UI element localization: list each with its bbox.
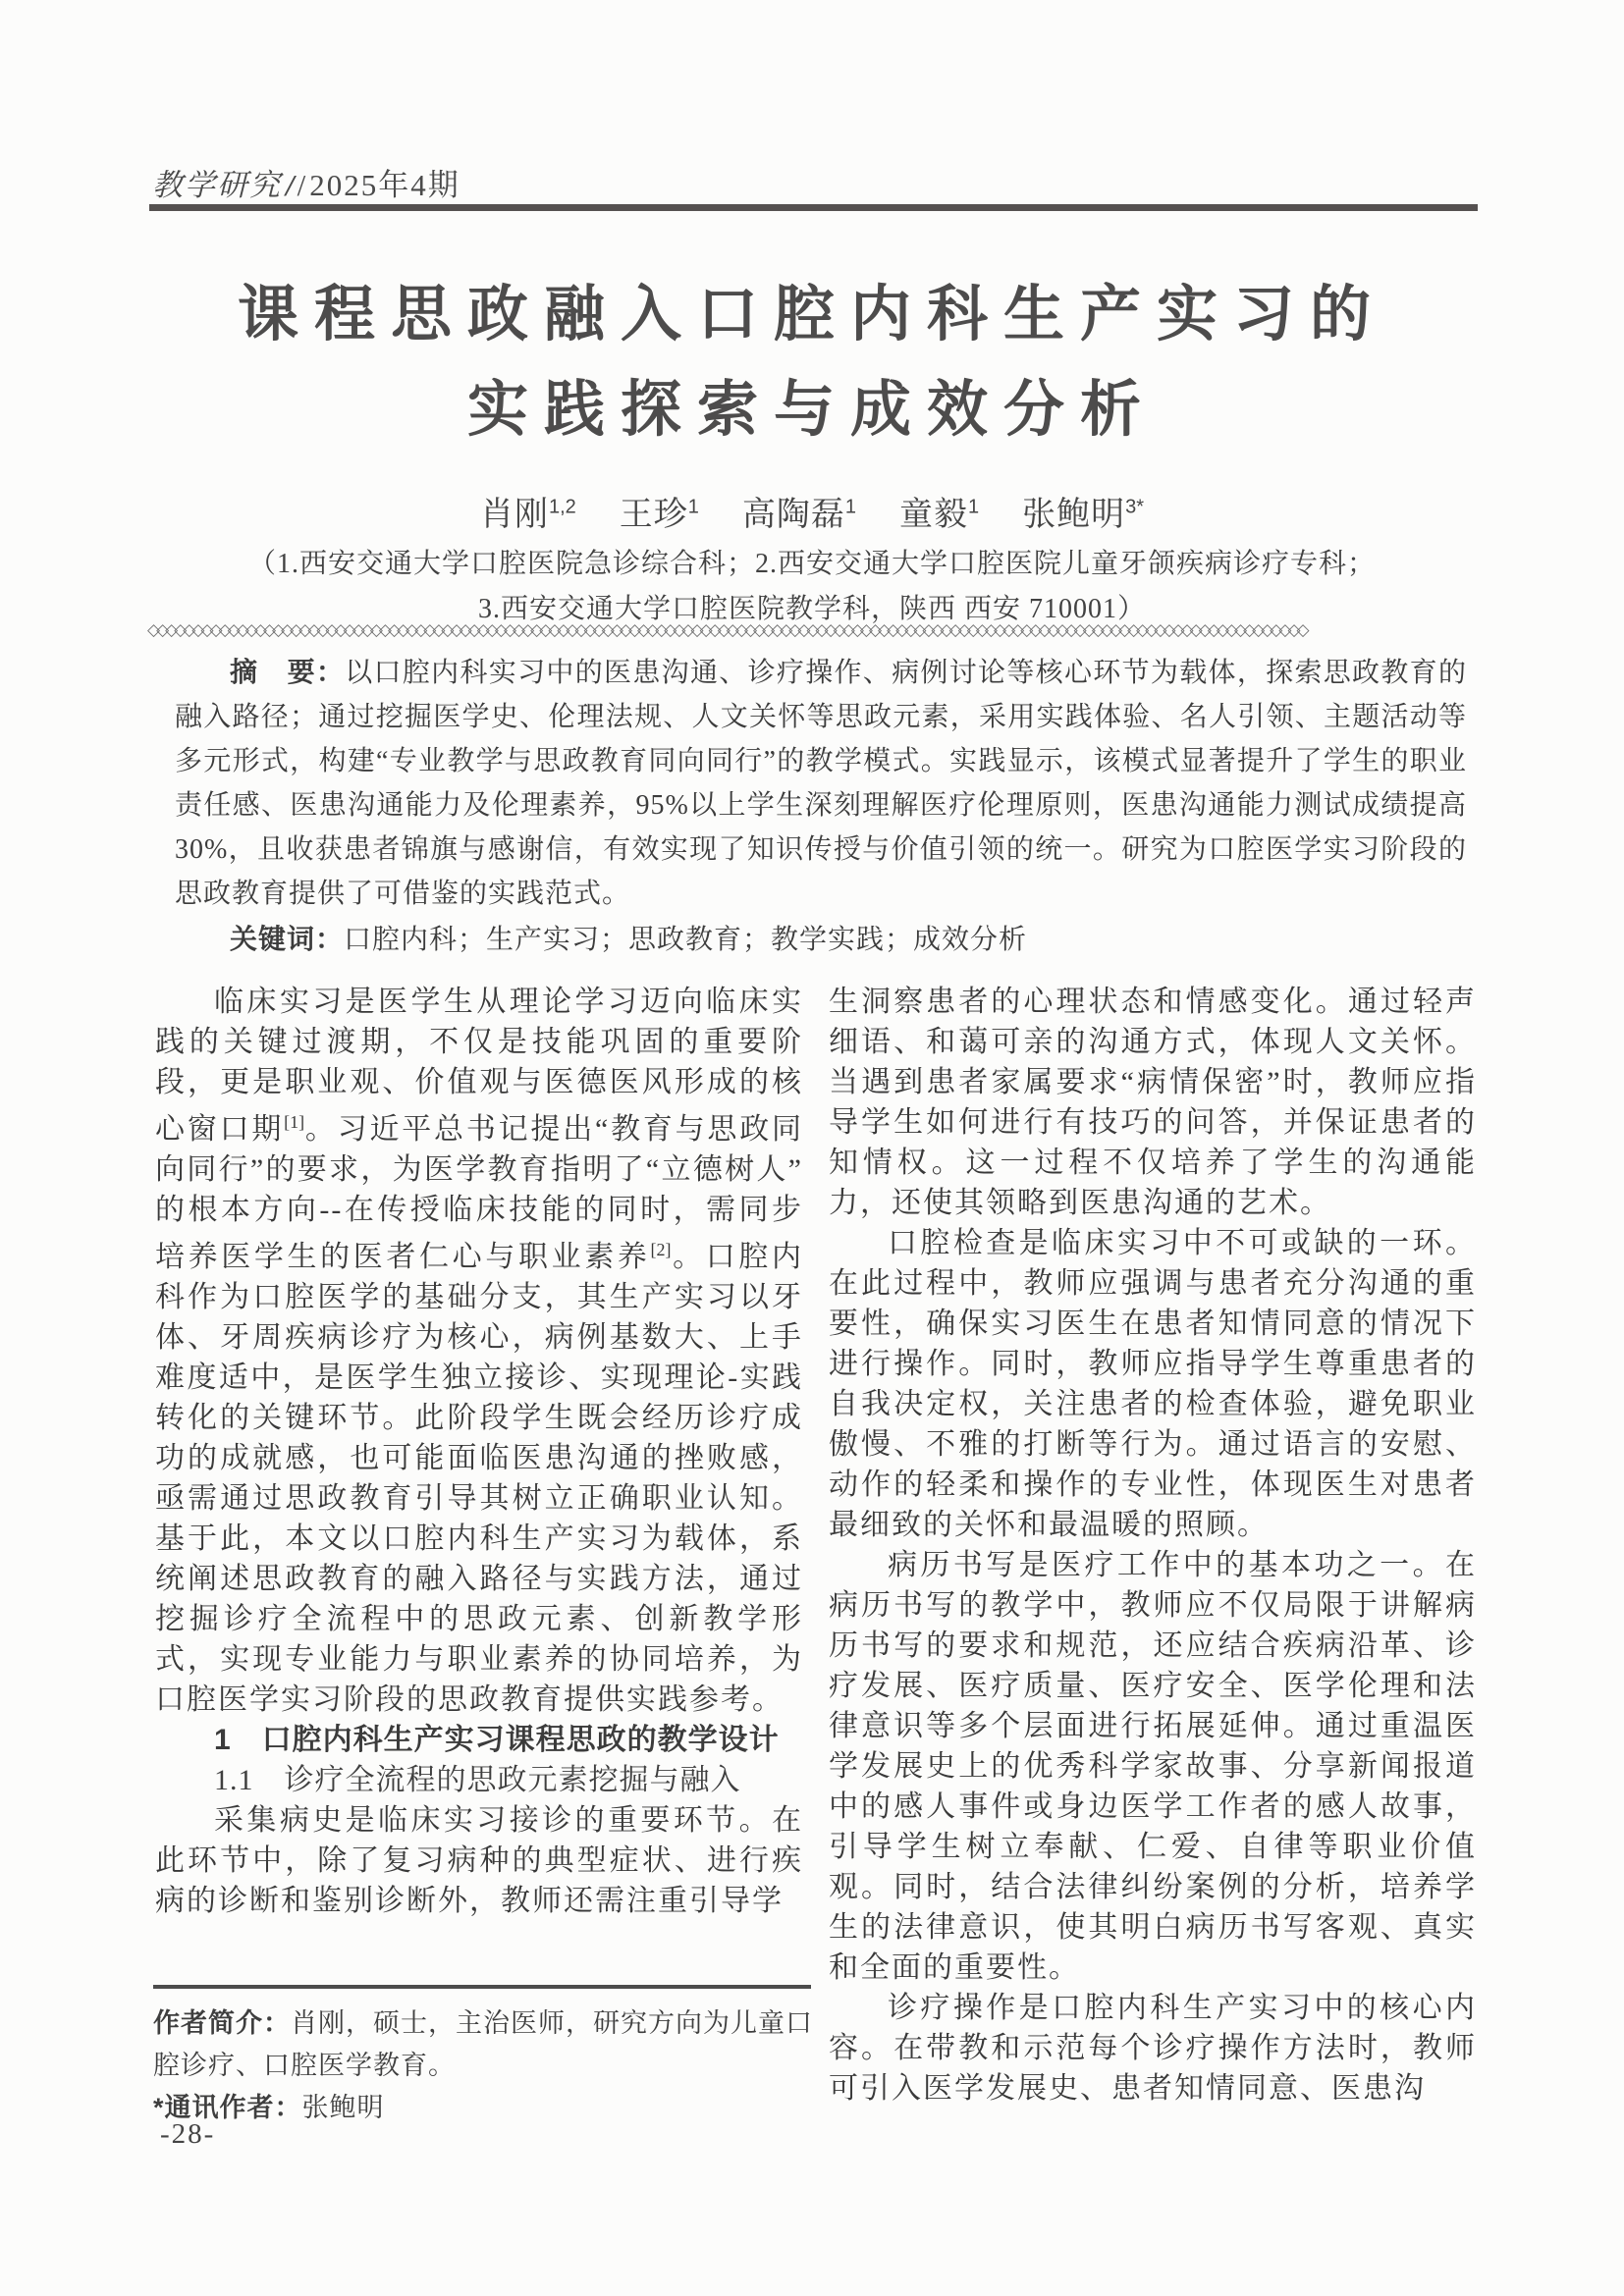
affiliation-line2: 3.西安交通大学口腔医院教学科，陕西 西安 710001）: [477, 594, 1146, 624]
citation-marker: [2]: [650, 1240, 672, 1259]
author-affiliation-mark: 1: [968, 496, 980, 518]
running-head: [152, 160, 460, 204]
abstract-label: 摘 要：: [230, 657, 346, 687]
abstract-block: [175, 650, 1467, 962]
corresponding-author-label: *通讯作者：: [153, 2093, 302, 2122]
body-paragraph: 口腔检查是临床实习中不可或缺的一环。在此过程中，教师应强调与患者充分沟通的重要性，确保实习医生在患者知情同意的情况下进行操作。同时，教师应指导学生尊重患者的自我决定权，关注患者的检查体验，避免职业傲慢、不雅的打断等行为。通过语言的安慰、动作的轻柔和操作的专业性，体现医生对患者最细致的关怀和最温暖的照顾。: [829, 1227, 1477, 1541]
section-heading-1-1: 1.1 诊疗全流程的思政元素挖掘与融入: [214, 1764, 741, 1796]
journal-name: 教学研究: [152, 168, 282, 202]
author-bio-label: 作者简介：: [153, 2008, 291, 2038]
author-list: [0, 487, 1624, 535]
body-paragraph: 诊疗操作是口腔内科生产实习中的核心内容。在带教和示范每个诊疗操作方法时，教师可引入医学发展史、患者知情同意、医患沟: [829, 1992, 1477, 2105]
author-name: 王珍$^1$: [619, 496, 699, 533]
body-paragraph: 临床实习是医学生从理论学习迈向临床实践的关键过渡期，不仅是技能巩固的重要阶段，更是职业观、价值观与医德医风形成的核心窗口期[1]。习近平总书记提出“教育与思政同向同行”的要求，为医学教育指明了“立德树人”的根本方向--在传授临床技能的同时，需同步培养医学生的医者仁心与职业素养[2]。口腔内科作为口腔医学的基础分支，其生产实习以牙体、牙周疾病诊疗为核心，病例基数大、上手难度适中，是医学生独立接诊、实现理论-实践转化的关键环节。此阶段学生既会经历诊疗成功的成就感，也可能面临医患沟通的挫败感，亟需通过思政教育引导其树立正确职业认知。基于此，本文以口腔内科生产实习为载体，系统阐述思政教育的融入路径与实践方法，通过挖掘诊疗全流程中的思政元素、创新教学形式，实现专业能力与职业素养的协同培养，为口腔医学实习阶段的思政教育提供实践参考。: [155, 986, 804, 1716]
author-name: 高陶磊$^1$: [741, 496, 857, 533]
issue-label: 2025年4期: [309, 168, 460, 202]
right-column: [829, 982, 1477, 2109]
footnote-rule: [153, 1985, 811, 1989]
chain-separator-decoration: ◇◇◇◇◇◇◇◇◇◇◇◇◇◇◇◇◇◇◇◇◇◇◇◇◇◇◇◇◇◇◇◇◇◇◇◇◇◇◇◇◇◇◇◇◇◇◇◇◇◇◇◇◇◇◇◇◇◇◇◇◇◇◇◇◇◇◇◇◇◇◇◇◇◇◇◇◇◇◇◇◇◇◇◇◇◇◇◇◇◇◇◇◇◇◇◇◇◇◇◇◇◇◇◇◇◇◇◇◇◇◇◇◇◇◇◇◇◇◇◇◇◇◇◇◇◇◇◇◇◇: [147, 620, 1306, 639]
body-paragraph: 生洞察患者的心理状态和情感变化。通过轻声细语、和蔼可亲的沟通方式，体现人文关怀。当遇到患者家属要求“病情保密”时，教师应指导学生如何进行有技巧的问答，并保证患者的知情权。这一过程不仅培养了学生的沟通能力，还使其领略到医患沟通的艺术。: [829, 986, 1477, 1219]
author-name: 张鲍明$^{3*}$: [1022, 496, 1145, 533]
author-affiliation-mark: 1: [687, 496, 699, 518]
slash-bold-decoration: /: [286, 168, 297, 202]
author-bio-text: 肖刚，硕士，主治医师，研究方向为儿童口腔诊疗、口腔医学教育。: [153, 2008, 813, 2080]
corresponding-author-name: 张鲍明: [301, 2093, 385, 2122]
left-column: [155, 982, 803, 2109]
abstract-paragraph: [175, 650, 1467, 916]
author-affiliation-mark: 1,2: [548, 496, 576, 518]
body-paragraph: 采集病史是临床实习接诊的重要环节。在此环节中，除了复习病种的典型症状、进行疾病的诊断和鉴别诊断外，教师还需注重引导学: [155, 1804, 803, 1917]
abstract-text: 以口腔内科实习中的医患沟通、诊疗操作、病例讨论等核心环节为载体，探索思政教育的融入路径；通过挖掘医学史、伦理法规、人文关怀等思政元素，采用实践体验、名人引领、主题活动等多元形式，构建“专业教学与思政教育同向同行”的教学模式。实践显示，该模式显著提升了学生的职业责任感、医患沟通能力及伦理素养，95%以上学生深刻理解医疗伦理原则，医患沟通能力测试成绩提高30%，且收获患者锦旗与感谢信，有效实现了知识传授与价值引领的统一。研究为口腔医学实习阶段的思政教育提供了可借鉴的实践范式。: [175, 658, 1467, 909]
body-columns: [155, 982, 1477, 2109]
header-rule: [149, 204, 1478, 211]
author-name: 童毅$^1$: [899, 496, 980, 533]
article-title-line1: 课程思政融入口腔内科生产实习的: [237, 281, 1386, 348]
slash-thin-decoration: /: [297, 168, 308, 202]
body-paragraph: 病历书写是医疗工作中的基本功之一。在病历书写的教学中，教师应不仅局限于讲解病历书写的要求和规范，还应结合疾病沿革、诊疗发展、医疗质量、医疗安全、医学伦理和法律意识等多个层面进行拓展延伸。通过重温医学发展史上的优秀科学家故事、分享新闻报道中的感人事件或身边医学工作者的感人故事，引导学生树立奉献、仁爱、自律等职业价值观。同时，结合法律纠纷案例的分析，培养学生的法律意识，使其明白病历书写客观、真实和全面的重要性。: [829, 1549, 1477, 1984]
author-bio: [153, 2002, 813, 2087]
corresponding-author: [153, 2087, 813, 2129]
keywords-text: 口腔内科；生产实习；思政教育；教学实践；成效分析: [344, 925, 1028, 955]
affiliation-line1: （1.西安交通大学口腔医院急诊综合科；2.西安交通大学口腔医院儿童牙颌疾病诊疗专科；: [247, 549, 1376, 579]
article-title: [0, 267, 1624, 457]
page-number: -28-: [160, 2118, 216, 2150]
citation-marker: [1]: [284, 1112, 305, 1132]
author-affiliation-mark: 3*: [1125, 496, 1145, 518]
footnote-block: [153, 2002, 813, 2129]
section-heading-1: 1 口腔内科生产实习课程思政的教学设计: [214, 1724, 780, 1756]
keywords-line: [175, 917, 1467, 962]
keywords-label: 关键词：: [230, 924, 345, 954]
author-name: 肖刚$^{1,2}$: [479, 496, 576, 533]
author-affiliation-mark: 1: [844, 496, 857, 518]
article-title-line2: 实践探索与成效分析: [466, 376, 1157, 444]
